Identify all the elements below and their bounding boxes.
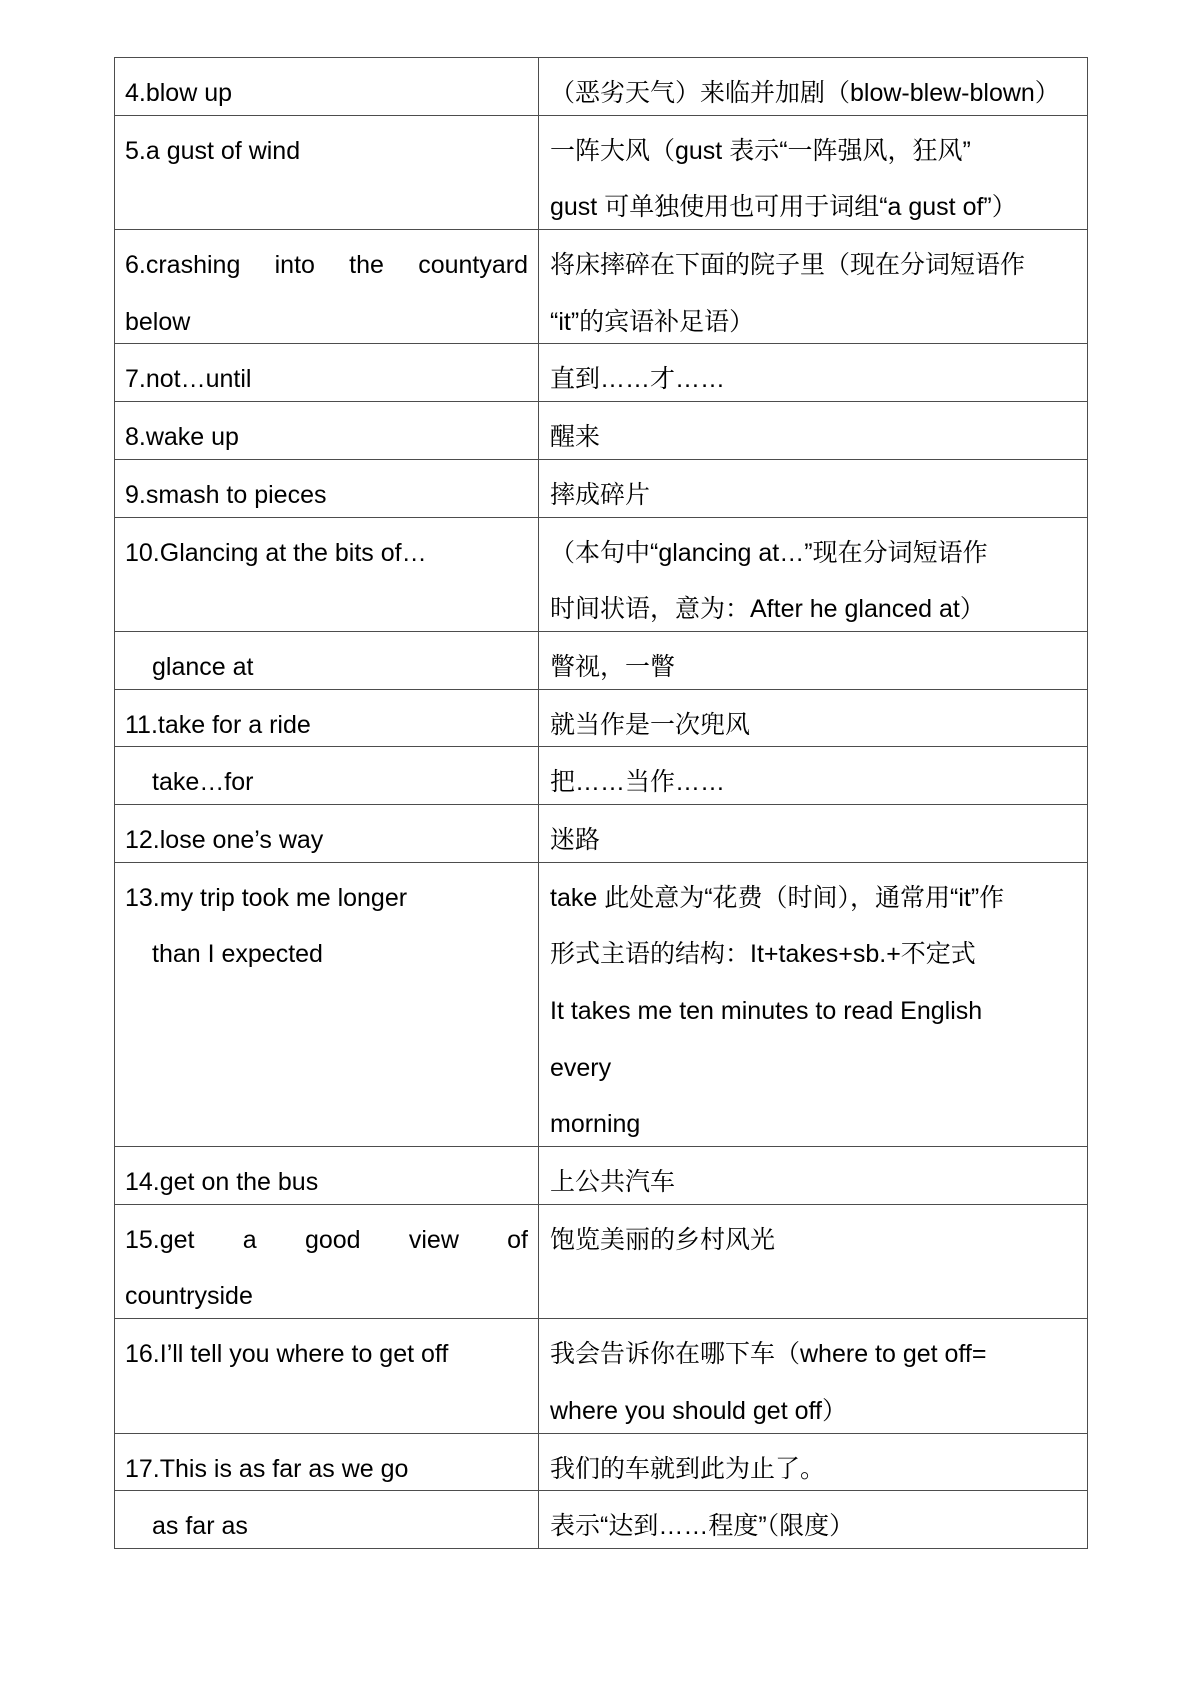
term-cell: [115, 230, 539, 344]
explanation-cell: [539, 344, 1088, 402]
explanation-cell: [539, 804, 1088, 862]
term-cell: [115, 747, 539, 805]
explanation-cell: [539, 230, 1088, 344]
explanation-cell: [539, 1204, 1088, 1318]
explanation-cell: [539, 402, 1088, 460]
term-line: 15.get a good view of: [125, 1225, 528, 1254]
explanation-line: 瞥视，一瞥: [550, 652, 676, 681]
term-line: below: [125, 307, 191, 336]
term-cell: [115, 344, 539, 402]
term-line: 8.wake up: [125, 423, 239, 452]
term-line: 12.lose one’s way: [125, 825, 324, 854]
explanation-line: gust 可单独使用也可用于词组“a gust of”）: [550, 193, 1017, 222]
term-cell: [115, 58, 539, 116]
explanation-cell: [539, 58, 1088, 116]
explanation-line: 我们的车就到此为止了。: [550, 1454, 826, 1483]
term-line: 13.my trip took me longer: [125, 883, 408, 912]
term-line: 10.Glancing at the bits of…: [125, 538, 427, 567]
explanation-line: 醒来: [550, 423, 601, 452]
table-row: [115, 631, 1088, 689]
term-line: glance at: [152, 652, 254, 681]
term-cell: [115, 862, 539, 1146]
term-cell: [115, 1319, 539, 1433]
table-row: [115, 58, 1088, 116]
term-line: take…for: [152, 768, 254, 797]
term-line: as far as: [152, 1512, 248, 1541]
explanation-cell: [539, 1491, 1088, 1549]
term-cell: [115, 804, 539, 862]
term-cell: [115, 517, 539, 631]
table-row: [115, 230, 1088, 344]
table-row: [115, 1319, 1088, 1433]
explanation-line: 形式主语的结构：It+takes+sb.+不定式: [550, 940, 976, 969]
term-cell: [115, 631, 539, 689]
explanation-cell: [539, 1319, 1088, 1433]
term-line: 17.This is as far as we go: [125, 1454, 409, 1483]
term-line: 9.smash to pieces: [125, 480, 327, 509]
term-cell: [115, 1147, 539, 1205]
explanation-line: 直到……才……: [550, 365, 726, 394]
explanation-cell: [539, 1433, 1088, 1491]
explanation-cell: [539, 631, 1088, 689]
explanation-line: 饱览美丽的乡村风光: [550, 1225, 776, 1254]
explanation-line: every: [550, 1053, 612, 1082]
table-row: [115, 1147, 1088, 1205]
explanation-cell: [539, 115, 1088, 229]
term-cell: [115, 459, 539, 517]
explanation-line: 迷路: [550, 825, 601, 854]
table-row: [115, 1491, 1088, 1549]
term-line: 16.I’ll tell you where to get off: [125, 1340, 449, 1369]
explanation-line: where you should get off）: [550, 1396, 847, 1425]
term-line: than I expected: [152, 940, 323, 969]
explanation-line: 表示“达到……程度”（限度）: [550, 1512, 855, 1541]
explanation-line: morning: [550, 1110, 641, 1139]
table-row: [115, 1433, 1088, 1491]
term-line: 14.get on the bus: [125, 1168, 319, 1197]
explanation-cell: [539, 517, 1088, 631]
table-row: [115, 115, 1088, 229]
explanation-line: “it”的宾语补足语）: [550, 307, 755, 336]
term-line: countryside: [125, 1282, 253, 1311]
explanation-line: 一阵大风（gust 表示“一阵强风，狂风”: [550, 136, 971, 165]
table-row: [115, 459, 1088, 517]
explanation-cell: [539, 747, 1088, 805]
table-row: [115, 804, 1088, 862]
table-row: [115, 862, 1088, 1146]
term-cell: [115, 1433, 539, 1491]
table-row: [115, 1204, 1088, 1318]
explanation-cell: [539, 1147, 1088, 1205]
table-row: [115, 402, 1088, 460]
table-row: [115, 517, 1088, 631]
table-row: [115, 689, 1088, 747]
explanation-line: 将床摔碎在下面的院子里（现在分词短语作: [550, 251, 1026, 280]
term-cell: [115, 1491, 539, 1549]
explanation-line: （恶劣天气）来临并加剧（blow-blew-blown）: [550, 79, 1060, 107]
explanation-cell: [539, 459, 1088, 517]
term-line: 6.crashing into the countyard: [125, 251, 528, 280]
explanation-line: 我会告诉你在哪下车（where to get off=: [550, 1340, 987, 1369]
table-row: [115, 344, 1088, 402]
explanation-line: 摔成碎片: [550, 480, 651, 509]
explanation-cell: [539, 689, 1088, 747]
explanation-line: 上公共汽车: [550, 1168, 676, 1197]
term-cell: [115, 115, 539, 229]
term-cell: [115, 402, 539, 460]
table-row: [115, 747, 1088, 805]
explanation-line: take 此处意为“花费（时间），通常用“it”作: [550, 883, 1005, 912]
explanation-line: （本句中“glancing at…”现在分词短语作: [550, 538, 988, 567]
explanation-line: 时间状语，意为：After he glanced at）: [550, 595, 985, 624]
term-line: 11.take for a ride: [125, 710, 311, 739]
term-cell: [115, 1204, 539, 1318]
explanation-line: It takes me ten minutes to read English: [550, 997, 983, 1025]
term-line: 7.not…until: [125, 365, 252, 394]
explanation-line: 就当作是一次兜风: [550, 710, 751, 739]
term-line: 5.a gust of wind: [125, 136, 301, 165]
table-body: [115, 58, 1088, 1549]
term-cell: [115, 689, 539, 747]
term-line: 4.blow up: [125, 79, 233, 107]
vocabulary-table: [114, 57, 1088, 1549]
explanation-line: 把……当作……: [550, 768, 726, 797]
explanation-cell: [539, 862, 1088, 1146]
